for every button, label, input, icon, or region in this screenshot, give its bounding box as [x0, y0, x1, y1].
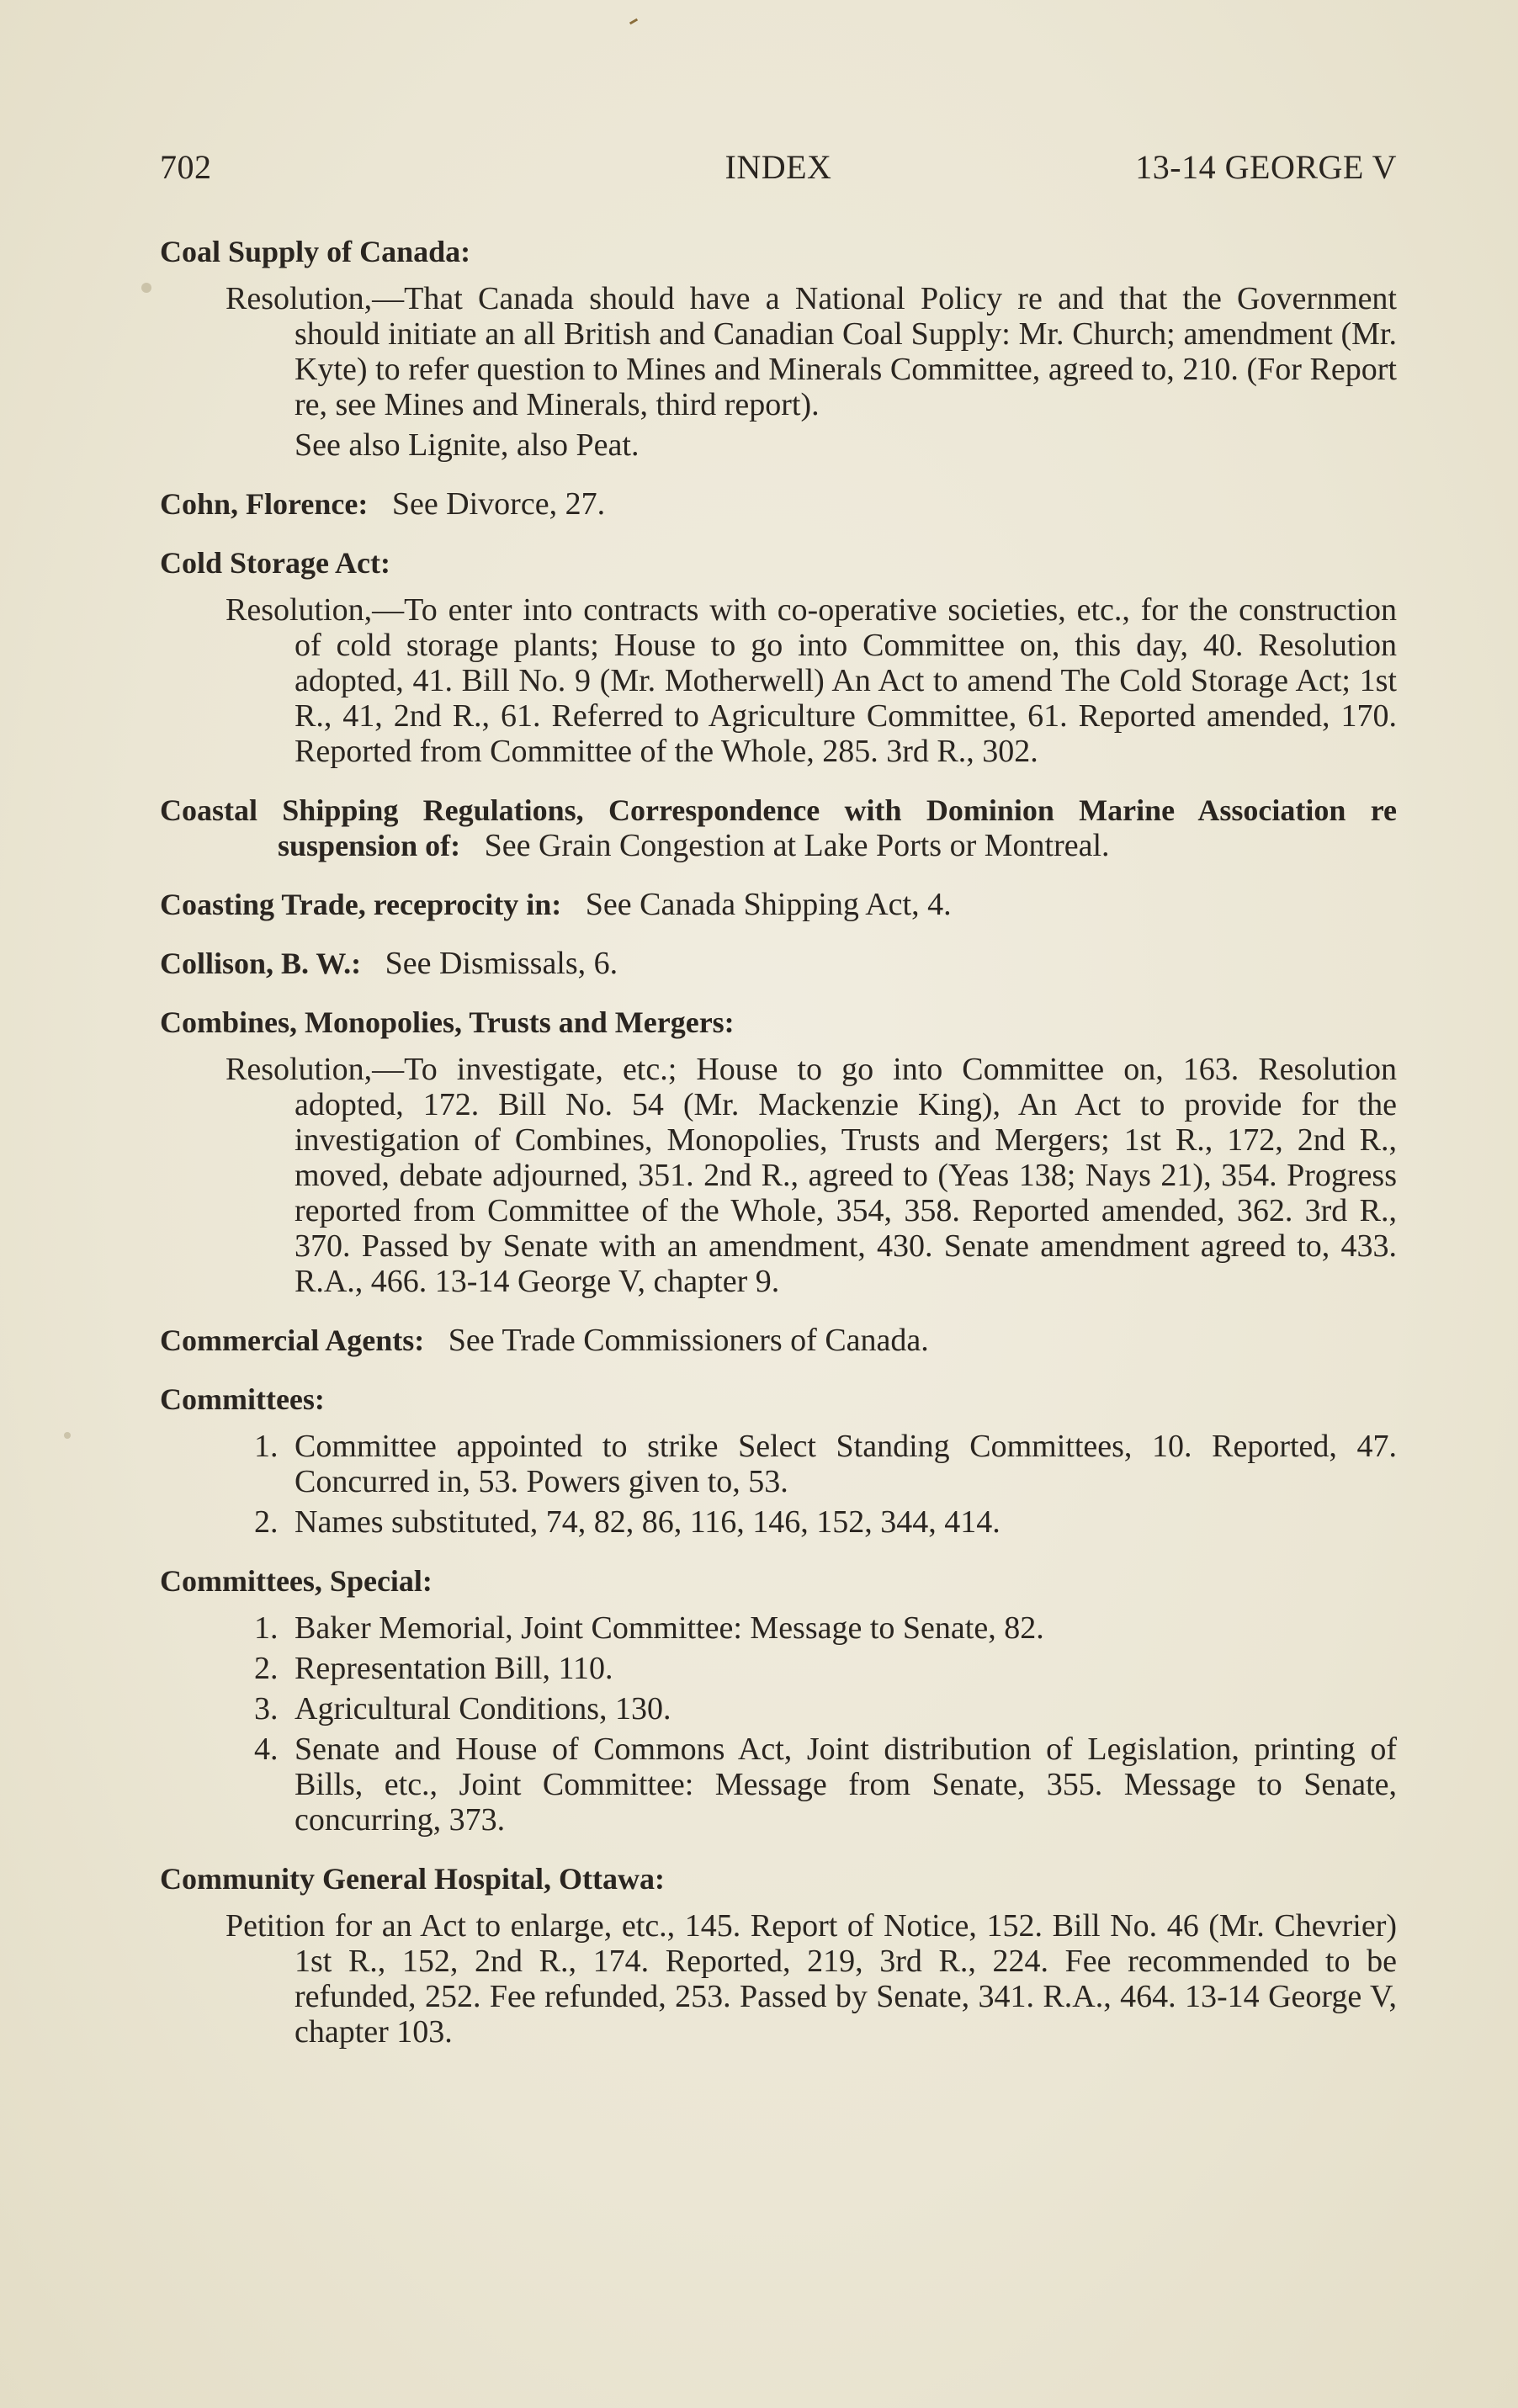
running-head — [160, 147, 1397, 189]
entry-heading: Committees, Special: — [160, 1564, 433, 1598]
index-entry — [160, 1323, 1397, 1358]
entry-heading: Combines, Monopolies, Trusts and Mergers: — [160, 1005, 735, 1039]
page-number: 702 — [160, 148, 212, 186]
index-entry — [160, 1005, 1397, 1299]
list-item — [226, 1691, 1397, 1726]
item-text: Representation Bill, 110. — [295, 1651, 613, 1686]
entry-heading: Cold Storage Act: — [160, 546, 390, 580]
entry-paragraph: Resolution,—To investigate, etc.; House to go into Committee on, 163. Resolution adopted, 172. Bill No. 54 (Mr. Mackenzie King), An Act to provide for the investigation of Combines, Monopolies, Trusts and Mergers; 1st R., 172, 2nd R., moved, debate adjourned, 351. 2nd R., agreed to (Yeas 138; Nays 21), 354. Progress reported from Committee of the Whole, 354, 358. Reported amended, 362. 3rd R., 370. Passed by Senate with an amendment, 430. Senate amendment agreed to, 433. R.A., 466. 13-14 George V, chapter 9. — [226, 1052, 1397, 1299]
item-number: 3. — [254, 1691, 279, 1726]
regnal-year: 13-14 GEORGE V — [1135, 148, 1397, 186]
item-text: Senate and House of Commons Act, Joint distribution of Legislation, printing of Bills, etc., Joint Committee: Message from Senate, 355. Message to Senate, concurring, 373. — [295, 1732, 1397, 1838]
entry-see-reference: See Grain Congestion at Lake Ports or Montreal. — [484, 828, 1110, 863]
list-item — [226, 1732, 1397, 1838]
entry-heading: Commercial Agents: — [160, 1323, 425, 1357]
item-text: Committee appointed to strike Select Standing Committees, 10. Reported, 47. Concurred in, 53. Powers given to, 53. — [295, 1429, 1397, 1499]
page-mark — [629, 19, 638, 25]
index-entry — [160, 545, 1397, 769]
list-item — [226, 1504, 1397, 1540]
index-entry — [160, 1861, 1397, 2050]
index-entry — [160, 887, 1397, 922]
item-number: 1. — [254, 1429, 279, 1464]
item-number: 4. — [254, 1732, 279, 1767]
index-entry — [160, 793, 1397, 863]
entry-heading: Community General Hospital, Ottawa: — [160, 1862, 665, 1896]
entry-paragraph: Resolution,—That Canada should have a National Policy re and that the Government should initiate an all British and Canadian Coal Supply: Mr. Church; amendment (Mr. Kyte) to refer question to Mines and Minerals Committee, agreed to, 210. (For Report re, see Mines and Minerals, third report). — [226, 281, 1397, 422]
index-entry — [160, 946, 1397, 981]
item-number: 2. — [254, 1504, 279, 1540]
index-content — [160, 234, 1397, 2073]
list-item — [226, 1651, 1397, 1686]
entry-heading: Coal Supply of Canada: — [160, 235, 471, 268]
entry-see-reference: See Trade Commissioners of Canada. — [448, 1323, 929, 1358]
entry-paragraph: Resolution,—To enter into contracts with co-operative societies, etc., for the construction of cold storage plants; House to go into Committee on, this day, 40. Resolution adopted, 41. Bill No. 9 (Mr. Motherwell) An Act to amend The Cold Storage Act; 1st R., 41, 2nd R., 61. Referred to Agriculture Committee, 61. Reported amended, 170. Reported from Committee of the Whole, 285. 3rd R., 302. — [226, 592, 1397, 769]
entry-heading: Committees: — [160, 1382, 325, 1416]
entry-heading: Collison, B. W.: — [160, 947, 362, 980]
index-entry — [160, 486, 1397, 522]
entry-see-reference: See Canada Shipping Act, 4. — [585, 887, 952, 922]
entry-see-also: See also Lignite, also Peat. — [295, 427, 640, 463]
item-number: 2. — [254, 1651, 279, 1686]
page-blemish — [64, 1432, 71, 1439]
list-item — [226, 1610, 1397, 1646]
page-blemish — [141, 283, 151, 293]
item-number: 1. — [254, 1610, 279, 1646]
entry-see-reference: See Dismissals, 6. — [385, 946, 618, 981]
index-entry — [160, 234, 1397, 463]
entry-paragraph: Petition for an Act to enlarge, etc., 145. Report of Notice, 152. Bill No. 46 (Mr. Chevrier) 1st R., 152, 2nd R., 174. Reported, 219, 3rd R., 224. Fee recommended to be refunded, 252. Fee refunded, 253. Passed by Senate, 341. R.A., 464. 13-14 George V, chapter 103. — [226, 1908, 1397, 2050]
item-text: Baker Memorial, Joint Committee: Message to Senate, 82. — [295, 1610, 1044, 1646]
item-text: Agricultural Conditions, 130. — [295, 1691, 671, 1726]
entry-heading: Cohn, Florence: — [160, 487, 369, 521]
index-entry — [160, 1382, 1397, 1540]
item-text: Names substituted, 74, 82, 86, 116, 146, 152, 344, 414. — [295, 1504, 1000, 1540]
entry-heading: Coasting Trade, receprocity in: — [160, 888, 562, 921]
index-entry — [160, 1563, 1397, 1838]
entry-heading: Coastal Shipping Regulations, Correspondence with Dominion Marine Association re suspension of: — [160, 793, 1397, 862]
entry-see-reference: See Divorce, 27. — [391, 486, 606, 522]
list-item — [226, 1429, 1397, 1499]
page-title: INDEX — [724, 148, 832, 186]
